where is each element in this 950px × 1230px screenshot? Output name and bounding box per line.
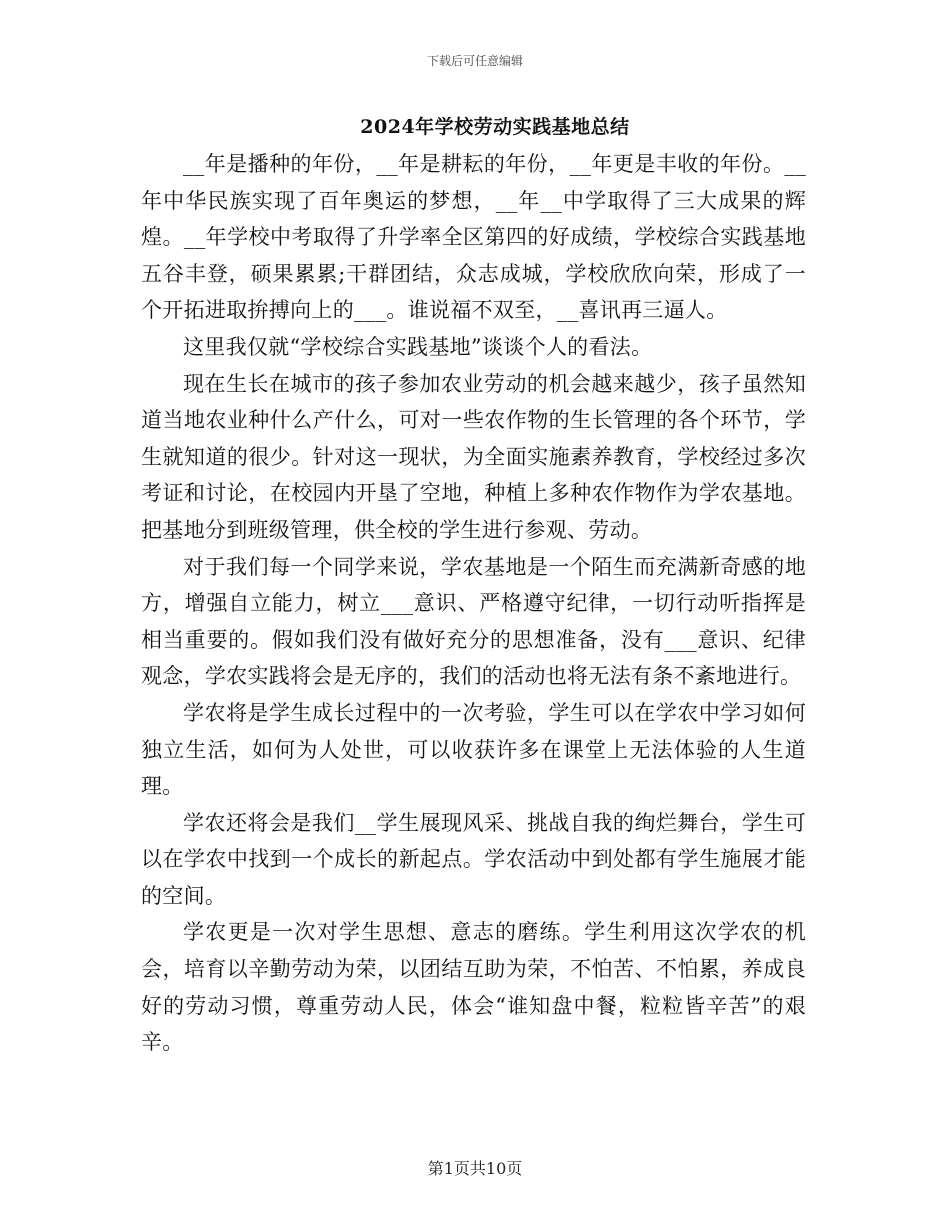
paragraph: 学农更是一次对学生思想、意志的磨练。学生利用这次学农的机会，培育以辛勤劳动为荣，以团结互助为荣，不怕苦、不怕累，养成良好的劳动习惯，尊重劳动人民，体会“谁知盘中餐，粒粒皆辛苦”的艰辛。 [141, 920, 806, 1055]
header-note: 下载后可任意编辑 [426, 54, 523, 68]
document-body [141, 146, 806, 1061]
paragraph: 这里我仅就“学校综合实践基地”谈谈个人的看法。 [183, 334, 653, 359]
paragraph: 对于我们每一个同学来说，学农基地是一个陌生而充满新奇感的地方，增强自立能力，树立___意识、严格遵守纪律，一切行动听指挥是相当重要的。假如我们没有做好充分的思想准备，没有___意识、纪律观念，学农实践将会是无序的，我们的活动也将无法有条不紊地进行。 [141, 554, 806, 689]
page-indicator: 第1页共10页 [427, 1159, 523, 1178]
paragraph: 现在生长在城市的孩子参加农业劳动的机会越来越少，孩子虽然知道当地农业种什么产什么，可对一些农作物的生长管理的各个环节，学生就知道的很少。针对这一现状，为全面实施素养教育，学校经过多次考证和讨论，在校园内开垦了空地，种植上多种农作物作为学农基地。把基地分到班级管理，供全校的学生进行参观、劳动。 [141, 371, 806, 542]
paragraph: 学农将是学生成长过程中的一次考验，学生可以在学农中学习如何独立生活，如何为人处世，可以收获许多在课堂上无法体验的人生道理。 [141, 700, 806, 799]
paragraph: __年是播种的年份，__年是耕耘的年份，__年更是丰收的年份。__年中华民族实现了百年奥运的梦想，__年__中学取得了三大成果的辉煌。__年学校中考取得了升学率全区第四的好成绩，学校综合实践基地五谷丰登，硕果累累;干群团结，众志成城，学校欣欣向荣，形成了一个开拓进取拚搏向上的___。谁说福不双至，__喜讯再三逼人。 [141, 152, 806, 323]
document-title: 2024年学校劳动实践基地总结 [360, 116, 630, 138]
paragraph: 学农还将会是我们__学生展现风采、挑战自我的绚烂舞台，学生可以在学农中找到一个成长的新起点。学农活动中到处都有学生施展才能的空间。 [141, 810, 806, 908]
